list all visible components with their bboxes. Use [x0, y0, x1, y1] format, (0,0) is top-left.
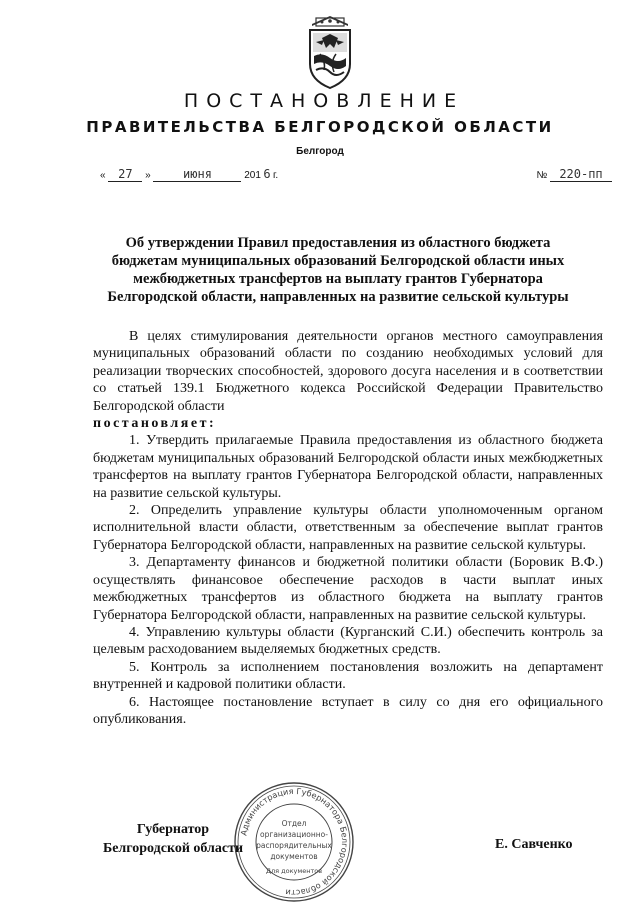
- heading-line: Белгородской области, направленных на развитие сельской культуры: [107, 289, 569, 305]
- issuing-body-title: ПРАВИТЕЛЬСТВА БЕЛГОРОДСКОЙ ОБЛАСТИ: [86, 118, 554, 136]
- date-month: июня: [153, 167, 241, 182]
- heading-line: бюджетам муниципальных образований Белгородской области иных: [111, 253, 565, 269]
- coat-of-arms-emblem: [300, 12, 360, 90]
- preamble-paragraph: В целях стимулирования деятельности органов местного самоуправления муниципальных образований области по созданию необходимых условий для реализации творческих способностей, здорового досуга населения и в соответствии со статьей 139.1 Бюджетного кодекса Российской Федерации Правительство Белгородской области: [93, 329, 603, 414]
- document-heading: [88, 234, 588, 306]
- position-line: Белгородской области: [102, 841, 244, 856]
- date-year-suffix: г.: [272, 170, 279, 181]
- date-open-quote: «: [100, 170, 106, 181]
- stamp-ring-text: Администрация Губернатора Белгородской области: [238, 785, 351, 899]
- date-day: 27: [108, 167, 142, 182]
- number-label: №: [536, 170, 548, 181]
- stamp-center-line: документов: [270, 852, 318, 861]
- stamp-center-line: распорядительных: [256, 841, 332, 850]
- clause-paragraph: 1. Утвердить прилагаемые Правила предоставления из областного бюджета бюджетам муниципальных образований Белгородской области иных межбюджетных трансфертов на выплату грантов Губернатора Белгородской области, направленных на развитие сельской культуры.: [93, 433, 603, 501]
- clause-paragraph: 3. Департаменту финансов и бюджетной политики области (Боровик В.Ф.) осуществлять финансовое обеспечение расходов в части выплат иных межбюджетных трансфертов из областного бюджета на выплату грантов Губернатора Белгородской области, направленных на развитие сельской культуры.: [93, 555, 603, 623]
- stamp-center-line: Отдел: [281, 819, 307, 828]
- document-number: [536, 167, 612, 182]
- document-body: [93, 328, 603, 728]
- stamp-bottom-text: Для документов: [265, 867, 323, 875]
- clause-paragraph: 4. Управлению культуры области (Курганский С.И.) обеспечить контроль за целевым расходованием выделяемых бюджетных средств.: [93, 624, 603, 658]
- document-type-title: ПОСТАНОВЛЕНИЕ: [183, 90, 465, 112]
- position-line: Губернатор: [136, 822, 210, 837]
- signatory-name: Е. Савченко: [495, 837, 573, 852]
- number-value: 220-пп: [550, 167, 612, 182]
- heading-line: межбюджетных трансфертов на выплату грантов Губернатора: [133, 271, 543, 287]
- date-year-prefix: 201: [244, 170, 261, 181]
- date-year-digit: 6: [263, 167, 271, 181]
- resolves-word: постановляет:: [93, 416, 217, 432]
- heading-line: Об утверждении Правил предоставления из областного бюджета: [125, 235, 551, 251]
- clause-paragraph: 5. Контроль за исполнением постановления возложить на департамент внутренней и кадровой политики области.: [93, 659, 603, 693]
- stamp-center-line: организационно-: [260, 830, 328, 839]
- date-close-quote: »: [145, 170, 151, 181]
- city-label: Белгород: [296, 146, 344, 157]
- document-date: [100, 167, 278, 182]
- clause-paragraph: 2. Определить управление культуры области уполномоченным органом исполнительной власти области, ответственным за обеспечение выплат грантов Губернатора Белгородской области, направленных на развитие сельской культуры.: [93, 503, 603, 553]
- clause-paragraph: 6. Настоящее постановление вступает в силу со дня его официального опубликования.: [93, 694, 603, 727]
- signatory-position: [93, 820, 253, 858]
